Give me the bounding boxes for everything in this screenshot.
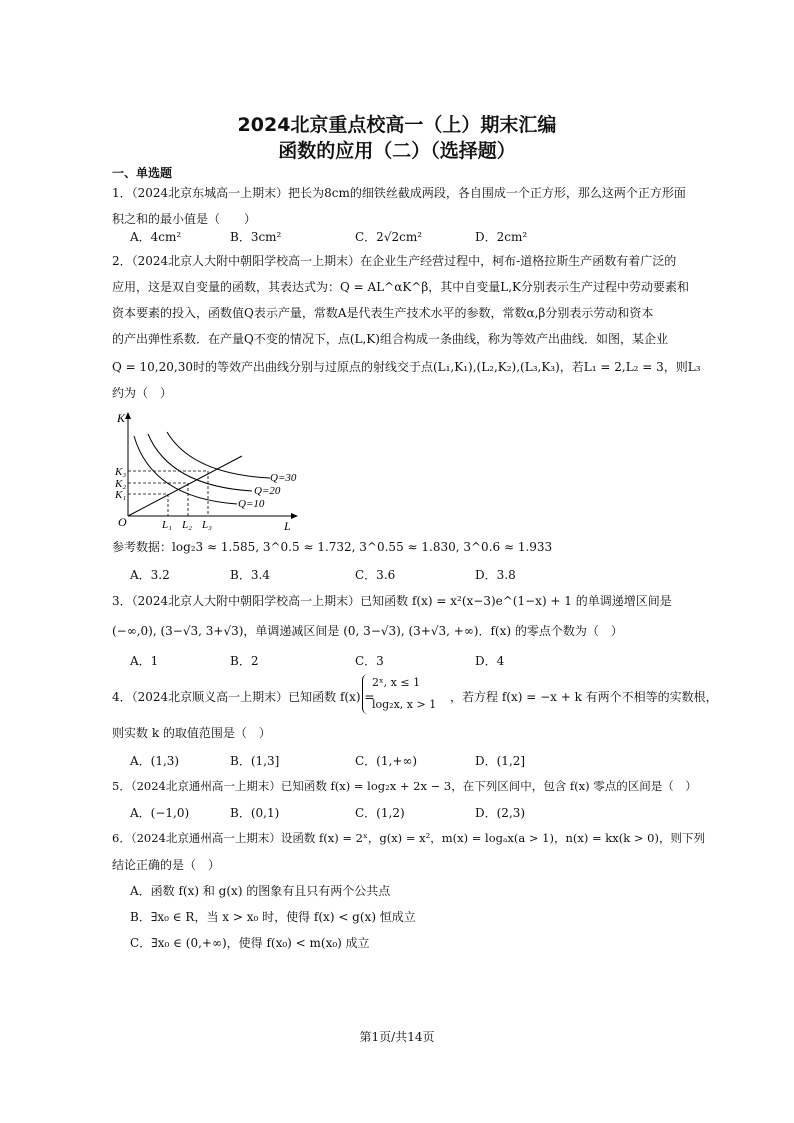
question-2-line-4: 的产出弹性系数．在产量Q不变的情况下，点(L,K)组合构成一条曲线，称为等效产出曲线．如图，某企业: [112, 332, 668, 346]
option-d: D．3.8: [475, 568, 516, 582]
question-6-option-b: B．∃x₀ ∈ R，当 x > x₀ 时，使得 f(x) < g(x) 恒成立: [130, 910, 416, 924]
question-5-options: [130, 804, 690, 824]
option-c: C．2√2cm²: [355, 230, 423, 244]
option-a: A．1: [130, 654, 159, 668]
y-axis-label: K: [117, 411, 126, 425]
x-axis-label: L: [284, 519, 291, 533]
question-5-stem: 5．（2024北京通州高一上期末）已知函数 f(x) = log₂x + 2x − 3，在下列区间中，包含 f(x) 零点的区间是（ ）: [112, 779, 697, 793]
option-d: D．(1,2]: [475, 754, 526, 768]
l2-label: L₂: [182, 519, 192, 531]
question-4-options: [130, 752, 690, 772]
question-2-line-3: 资本要素的投入，函数值Q表示产量，常数A是代表生产技术水平的参数，常数α,β分别表示劳动和资本: [112, 306, 654, 320]
l3-label: L₃: [202, 519, 212, 531]
k2-label: K₂: [115, 478, 127, 490]
option-a: A．4cm²: [130, 230, 182, 244]
option-a: A．(1,3): [130, 754, 180, 768]
x-axis-arrow: [291, 513, 298, 519]
question-2-options: [130, 566, 690, 586]
y-axis-arrow: [125, 412, 131, 419]
option-b: B．(0,1): [230, 806, 280, 820]
q10-label: Q=10: [238, 498, 265, 510]
option-c: C．(1,+∞): [355, 754, 418, 768]
question-6-line-1: 6．（2024北京通州高一上期末）设函数 f(x) = 2ˣ，g(x) = x²，m(x) = logₐx(a > 1)，n(x) = kx(k > 0)，则下列: [112, 831, 705, 845]
section-heading: 一、单选题: [112, 166, 173, 180]
ray-from-origin: [128, 456, 242, 516]
question-2-line-1: 2．（2024北京人大附中朝阳学校高一上期末）在企业生产经营过程中，柯布-道格拉斯生产函数有着广泛的: [112, 254, 677, 268]
q30-label: Q=30: [270, 472, 297, 484]
question-6-line-2: 结论正确的是（ ）: [112, 858, 221, 872]
question-4-prefix: 4．（2024北京顺义高一上期末）已知函数 f(x) =: [112, 690, 375, 704]
question-1-options: [130, 228, 690, 248]
question-4-line-2: 则实数 k 的取值范围是（ ）: [112, 726, 271, 740]
question-2-line-5: Q = 10,20,30时的等效产出曲线分别与过原点的射线交于点(L₁,K₁),(L₂,K₂),(L₃,K₃)，若L₁ = 2,L₂ = 3，则L₃: [112, 360, 701, 374]
k1-label: K₁: [115, 489, 127, 501]
question-2-line-2: 应用，这是双自变量的函数，其表达式为：Q = AL^αK^β，其中自变量L,K分别表示生产过程中劳动要素和: [112, 280, 690, 294]
page-subtitle: 函数的应用（二）（选择题）: [278, 140, 516, 162]
question-3-line-2: (−∞,0), (3−√3, 3+√3)，单调递减区间是 (0, 3−√3), (3+√3, +∞)．f(x) 的零点个数为（ ）: [112, 624, 623, 638]
question-2-line-6: 约为（ ）: [112, 386, 173, 400]
option-b: B．2: [230, 654, 259, 668]
isoquant-figure: [112, 408, 312, 533]
option-c: C．3.6: [355, 568, 396, 582]
question-4-suffix: ，若方程 f(x) = −x + k 有两个不相等的实数根，: [450, 690, 718, 704]
option-b: B．3cm²: [230, 230, 282, 244]
question-1-stem: 1．（2024北京东城高一上期末）把长为8cm的细铁丝截成两段，各自围成一个正方形，那么这两个正方形面积之和的最小值是（ ）: [112, 186, 686, 226]
option-b: B．3.4: [230, 568, 270, 582]
piecewise-case-2: log₂x, x > 1: [372, 698, 437, 711]
question-6-option-a: A．函数 f(x) 和 g(x) 的图象有且只有两个公共点: [130, 884, 391, 898]
option-a: A．(−1,0): [130, 806, 190, 820]
option-d: D．4: [475, 654, 505, 668]
page-title: 2024北京重点校高一（上）期末汇编: [237, 114, 557, 136]
option-d: D．(2,3): [475, 806, 526, 820]
curve-q30: [167, 432, 270, 478]
option-d: D．2cm²: [475, 230, 528, 244]
origin-label: O: [118, 515, 127, 529]
page-footer: 第1页/共14页: [359, 1030, 435, 1044]
k3-label: K₃: [115, 466, 127, 478]
q20-label: Q=20: [254, 485, 281, 497]
question-3-line-1: 3．（2024北京人大附中朝阳学校高一上期末）已知函数 f(x) = x²(x−3)e^(1−x) + 1 的单调递增区间是: [112, 594, 672, 608]
question-3-options: [130, 652, 690, 672]
question-6-option-c: C．∃x₀ ∈ (0,+∞)，使得 f(x₀) < m(x₀) 成立: [130, 936, 370, 950]
option-c: C．3: [355, 654, 384, 668]
l1-label: L₁: [162, 519, 172, 531]
question-2-reference: 参考数据：log₂3 ≈ 1.585, 3^0.5 ≈ 1.732, 3^0.55 ≈ 1.830, 3^0.6 ≈ 1.933: [112, 540, 553, 554]
piecewise-case-1: 2ˣ, x ≤ 1: [372, 676, 421, 689]
option-a: A．3.2: [130, 568, 170, 582]
option-c: C．(1,2): [355, 806, 405, 820]
option-b: B．(1,3]: [230, 754, 280, 768]
